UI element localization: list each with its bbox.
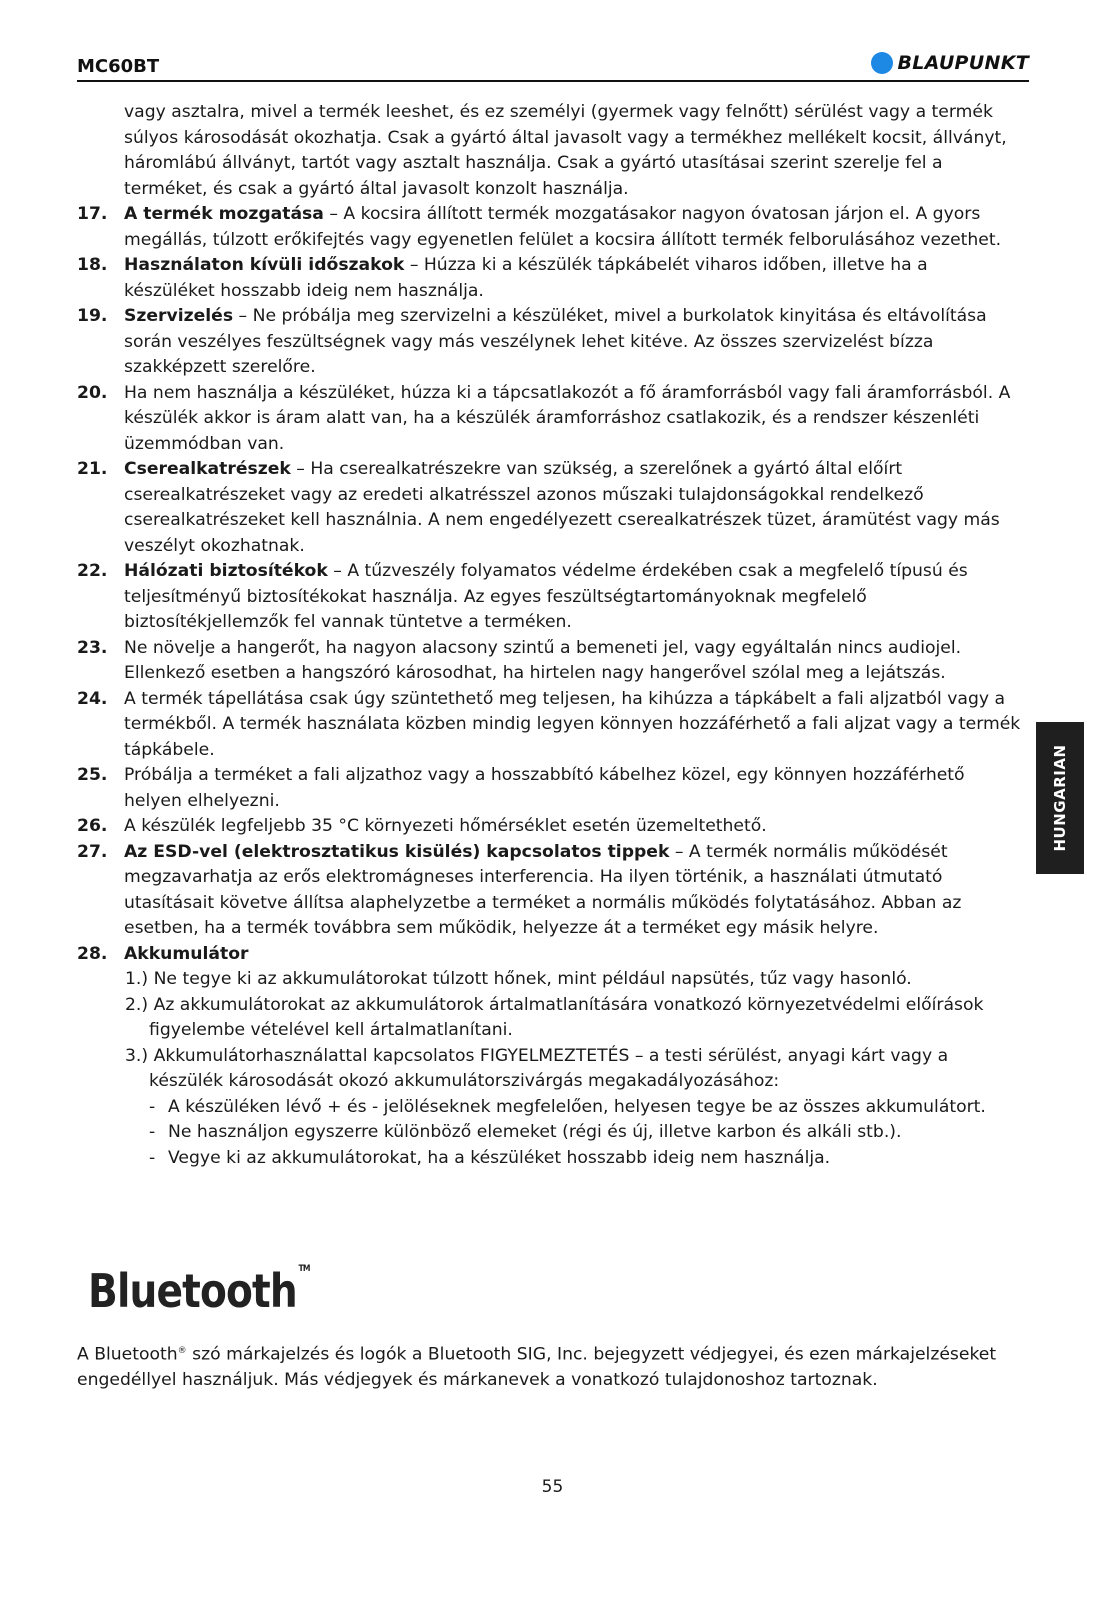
item-number: 25. — [77, 765, 108, 785]
list-item — [77, 381, 1022, 458]
item-text: Ha nem használja a készüléket, húzza ki a tápcsatlakozót a fő áramforrásból vagy fali áramforrásból. A készülék akkor is áram alatt van, ha a készülék áramforráshoz csatlakozik, és a rendszer készenléti üzemmódban van. — [124, 382, 1011, 454]
trademark-pre: A Bluetooth — [77, 1344, 178, 1365]
main-content — [77, 100, 1022, 1171]
list-item — [77, 457, 1022, 559]
item-text: – A tűzveszély folyamatos védelme érdekében csak a megfelelő típusú és teljesítményű biztosítékokat használja. Az egyes feszültségtartományoknak megfelelő biztosítékjellemzők fel vannak tüntetve a terméken. — [124, 561, 968, 632]
battery-point: 1.) Ne tegye ki az akkumulátorokat túlzott hőnek, mint például napsütés, tűz vagy hasonló. — [125, 969, 912, 989]
brand-dot-icon — [871, 52, 893, 74]
battery-point: 3.) Akkumulátorhasználattal kapcsolatos FIGYELMEZTETÉS – a testi sérülést, anyagi kárt vagy a készülék károsodását okozó akkumulátorszivárgás megakadályozásához: — [125, 1045, 949, 1091]
item-number: 23. — [77, 637, 108, 658]
battery-dash-item: - A készüléken lévő + és - jelöléseknek megfelelően, helyesen tegye be az összes akkumulátort. — [149, 1095, 1022, 1121]
model-name: MC60BT — [77, 56, 160, 77]
item-text: – A kocsira állított termék mozgatásakor nagyon óvatosan járjon el. A gyors megállás, túlzott erőkifejtés vagy egyenetlen felület a kocsira állított termék felborulásához vezethet. — [124, 204, 1002, 250]
list-item — [77, 814, 1022, 840]
item-text: Ne növelje a hangerőt, ha nagyon alacsony szintű a bemeneti jel, vagy egyáltalán nincs audiojel. Ellenkező esetben a hangszóró károsodhat, ha hirtelen nagy hangerővel szólal meg a lejátszás. — [124, 637, 962, 683]
bluetooth-wordmark: Bluetooth — [88, 1264, 297, 1318]
page-number: 55 — [541, 1477, 564, 1497]
item-title: Akkumulátor — [124, 943, 249, 964]
item-number: 27. — [77, 841, 108, 862]
item-number: 20. — [77, 382, 108, 403]
list-item — [77, 840, 1022, 942]
item-title: Cserealkatrészek — [124, 459, 291, 479]
item-text: – Húzza ki a készülék tápkábelét viharos időben, illetve ha a készüléket hosszabb ideig nem használja. — [124, 255, 928, 301]
list-item — [77, 202, 1022, 253]
item-number: 26. — [77, 816, 108, 836]
list-item — [77, 253, 1022, 304]
item-text: Próbálja a terméket a fali aljzathoz vagy a hosszabbító kábelhez közel, egy könnyen hozzáférhető helyen elhelyezni. — [124, 765, 965, 811]
bluetooth-tm: TM — [298, 1264, 310, 1274]
battery-section — [77, 942, 1022, 968]
item-number: 24. — [77, 688, 108, 709]
item-number: 17. — [77, 204, 108, 224]
item-text: – Ne próbálja meg szervizelni a készüléket, mivel a burkolatok kinyitása és eltávolítása során veszélyes feszültségnek vagy más veszélynek lehet kitéve. Az összes szervizelést bízza szakképzett szerelőre. — [124, 306, 987, 377]
item-text: – A termék normális működését megzavarhatja az erős elektromágneses interferencia. Ha ilyen történik, a használati útmutató utasításait követve állítsa alaphelyzetbe a terméket a normális működés folytatásához. Abban az esetben, ha a termék továbbra sem működik, helyezze át a terméket egy másik helyre. — [124, 841, 962, 938]
dash-text: Vegye ki az akkumulátorokat, ha a készüléket hosszabb ideig nem használja. — [168, 1147, 831, 1168]
brand-name: BLAUPUNKT — [897, 52, 1029, 74]
battery-point: 2.) Az akkumulátorokat az akkumulátorok ártalmatlanítására vonatkozó környezetvédelmi előírások figyelembe vételével kell ártalmatlanítani. — [125, 994, 984, 1040]
registered-mark: ® — [177, 1346, 187, 1356]
item-text: – Ha cserealkatrészekre van szükség, a szerelőnek a gyártó által előírt cserealkatrészeket vagy az eredeti alkatrésszel azonos műszaki tulajdonságokkal rendelkező cserealkatrészeket kell használnia. A nem engedélyezett cserealkatrészek tüzet, áramütést vagy más veszélyt okozhatnak. — [124, 459, 1000, 556]
dash-text: A készüléken lévő + és - jelöléseknek megfelelően, helyesen tegye be az összes akkumulátort. — [168, 1096, 986, 1117]
language-tab-label: HUNGARIAN — [1051, 744, 1069, 852]
list-item — [77, 559, 1022, 636]
item-number: 18. — [77, 255, 108, 275]
trademark-post: szó márkajelzés és logók a Bluetooth SIG, Inc. bejegyzett védjegyei, és ezen márkajelzéseket engedéllyel használjuk. Más védjegyek és márkanevek a vonatkozó tulajdonoshoz tartoznak. — [77, 1344, 997, 1391]
bluetooth-logo — [82, 1258, 342, 1324]
item-number: 22. — [77, 561, 108, 581]
list-item — [77, 636, 1022, 687]
list-item — [77, 763, 1022, 814]
item-number: 28. — [77, 943, 108, 964]
battery-dash-item: - Vegye ki az akkumulátorokat, ha a készüléket hosszabb ideig nem használja. — [149, 1146, 1022, 1172]
item-title: A termék mozgatása — [124, 204, 324, 224]
battery-dash-item: - Ne használjon egyszerre különböző elemeket (régi és új, illetve karbon és alkáli stb.). — [149, 1120, 1022, 1146]
page-header — [77, 50, 1029, 80]
item-title: Hálózati biztosítékok — [124, 561, 328, 581]
item-number: 19. — [77, 306, 108, 326]
intro-paragraph: vagy asztalra, mivel a termék leeshet, és ez személyi (gyermek vagy felnőtt) sérülést vagy a termék súlyos károsodását okozhatja. Csak a gyártó által javasolt vagy a termékhez mellékelt kocsit, állványt, háromlábú állványt, tartót vagy asztalt használja. Csak a gyártó utasításai szerint szerelje fel a terméket, és csak a gyártó által javasolt konzolt használja. — [124, 102, 1007, 199]
trademark-notice — [77, 1339, 1022, 1394]
item-title: Szervizelés — [124, 306, 234, 326]
dash-text: Ne használjon egyszerre különböző elemeket (régi és új, illetve karbon és alkáli stb.). — [168, 1122, 902, 1142]
list-item — [77, 304, 1022, 381]
header-divider — [77, 80, 1029, 82]
list-item — [77, 687, 1022, 764]
item-text: A termék tápellátása csak úgy szüntethető meg teljesen, ha kihúzza a tápkábelt a fali aljzatból vagy a termékből. A termék használata közben mindig legyen könnyen hozzáférhető a fali aljzat vagy a termék tápkábele. — [124, 688, 1021, 760]
item-title: Az ESD-vel (elektrosztatikus kisülés) kapcsolatos tippek — [124, 841, 670, 862]
item-title: Használaton kívüli időszakok — [124, 255, 405, 275]
brand-logo — [871, 52, 1029, 74]
item-text: A készülék legfeljebb 35 °C környezeti hőmérséklet esetén üzemeltethető. — [124, 816, 767, 836]
language-tab — [1036, 722, 1084, 874]
item-number: 21. — [77, 459, 108, 479]
